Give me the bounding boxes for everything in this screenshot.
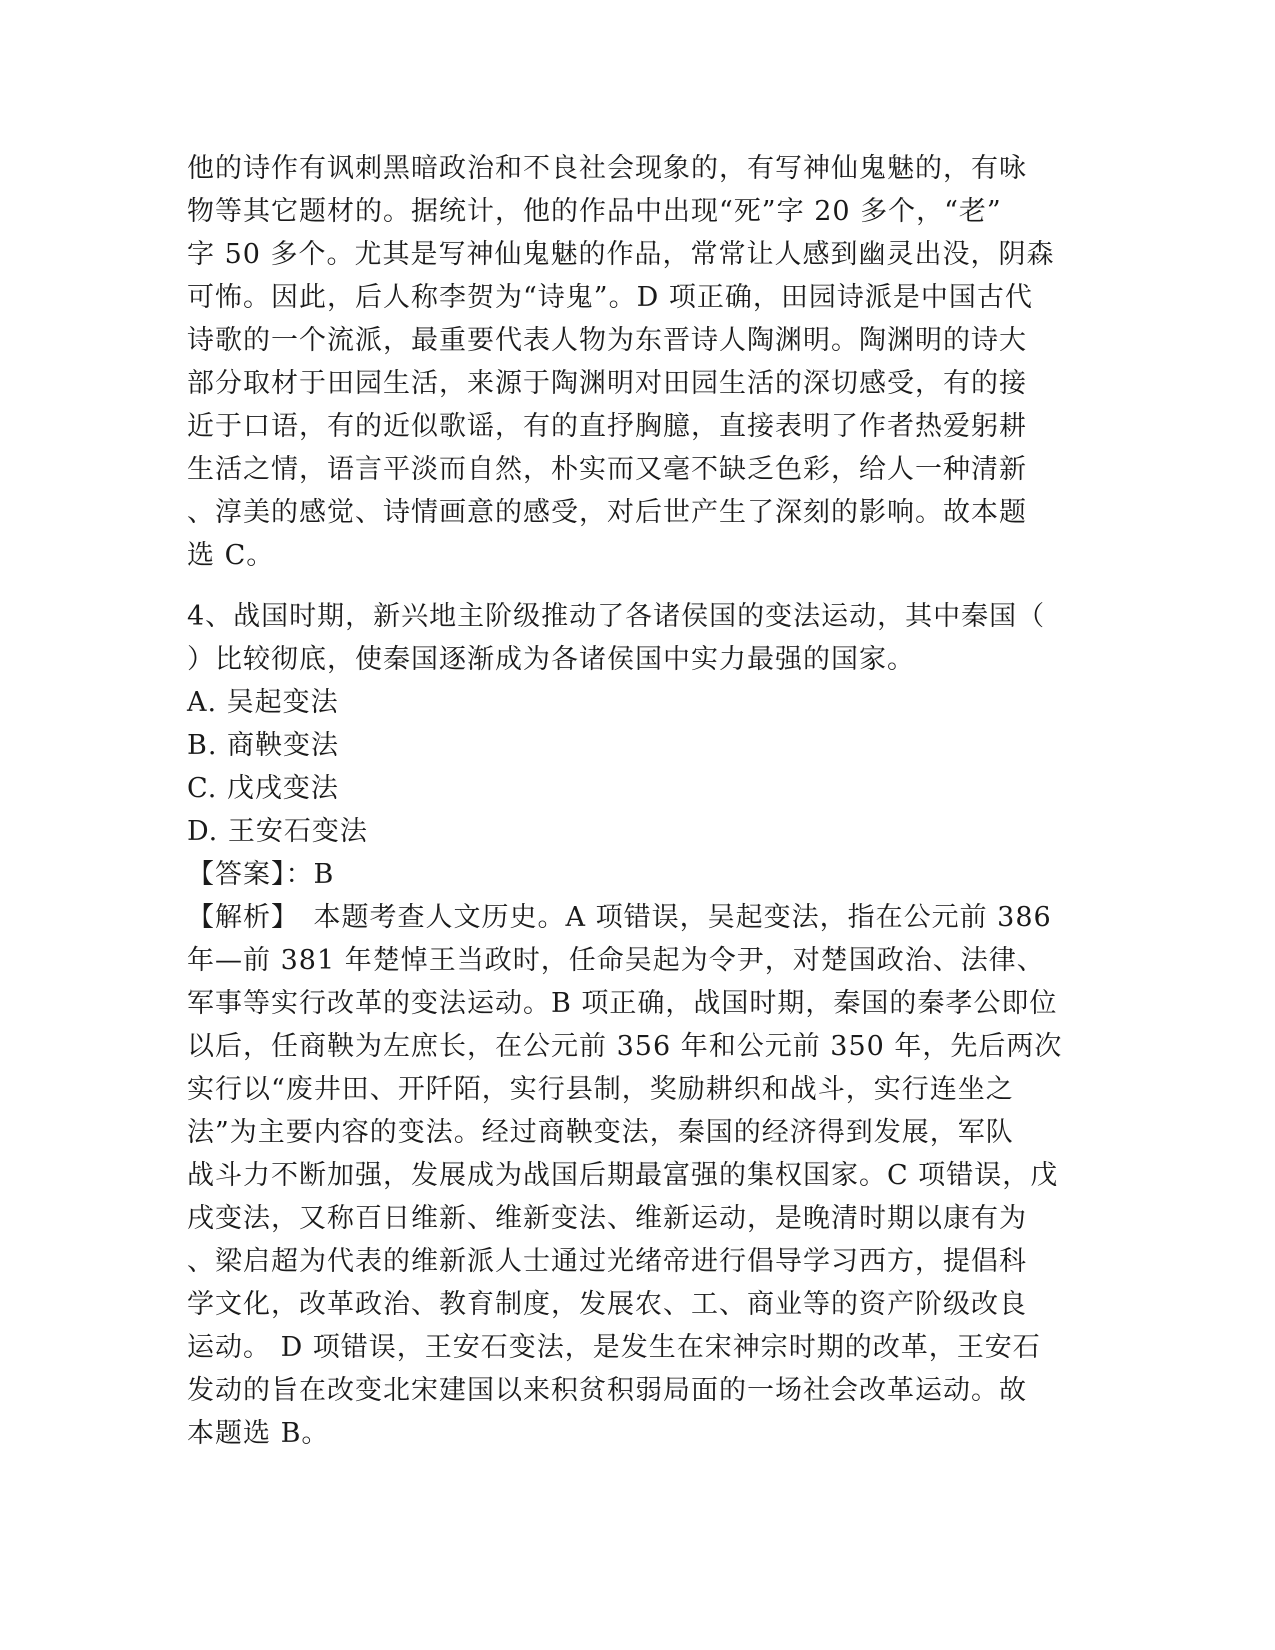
text-line: 物等其它题材的。据统计，他的作品中出现“死”字 20 多个，“老” xyxy=(187,196,1002,227)
previous-explanation-continuation xyxy=(187,147,1077,577)
explanation-line: 学文化，改革政治、教育制度，发展农、工、商业等的资产阶级改良 xyxy=(187,1289,1027,1320)
explanation-line: 年—前 381 年楚悼王当政时，任命吴起为令尹，对楚国政治、法律、 xyxy=(187,945,1045,976)
option-d: D. 王安石变法 xyxy=(187,816,368,847)
text-line: 部分取材于田园生活，来源于陶渊明对田园生活的深切感受，有的接 xyxy=(187,368,1027,399)
explanation-line: 战斗力不断加强，发展成为战国后期最富强的集权国家。C 项错误，戊 xyxy=(187,1160,1059,1191)
explanation-line: 实行以“废井田、开阡陌，实行县制，奖励耕织和战斗，实行连坐之 xyxy=(187,1074,1014,1105)
text-line: 生活之情，语言平淡而自然，朴实而又毫不缺乏色彩，给人一种清新 xyxy=(187,454,1027,485)
question-stem-line: ）比较彻底，使秦国逐渐成为各诸侯国中实力最强的国家。 xyxy=(187,644,915,675)
question-stem-line: 4、战国时期，新兴地主阶级推动了各诸侯国的变法运动，其中秦国（ xyxy=(187,601,1046,632)
explanation-line: 以后，任商鞅为左庶长，在公元前 356 年和公元前 350 年，先后两次 xyxy=(187,1031,1063,1062)
text-line: 可怖。因此，后人称李贺为“诗鬼”。D 项正确，田园诗派是中国古代 xyxy=(187,282,1033,313)
paragraph-gap xyxy=(187,577,1077,595)
document-page xyxy=(187,147,1077,1455)
question-stem xyxy=(187,595,1077,681)
explanation-line: 戌变法，又称百日维新、维新变法、维新运动，是晚清时期以康有为 xyxy=(187,1203,1027,1234)
explanation-line: 本题选 B。 xyxy=(187,1418,330,1449)
text-line: 诗歌的一个流派，最重要代表人物为东晋诗人陶渊明。陶渊明的诗大 xyxy=(187,325,1027,356)
explanation-line: 运动。 D 项错误，王安石变法，是发生在宋神宗时期的改革，王安石 xyxy=(187,1332,1041,1363)
text-line: 他的诗作有讽刺黑暗政治和不良社会现象的，有写神仙鬼魅的，有咏 xyxy=(187,153,1027,184)
text-line: 字 50 多个。尤其是写神仙鬼魅的作品，常常让人感到幽灵出没，阴森 xyxy=(187,239,1055,270)
option-a: A. 吴起变法 xyxy=(187,687,339,718)
answer-options xyxy=(187,681,1077,853)
explanation xyxy=(187,896,1077,1455)
explanation-line: 法”为主要内容的变法。经过商鞅变法，秦国的经济得到发展，军队 xyxy=(187,1117,1014,1148)
explanation-line: 军事等实行改革的变法运动。B 项正确，战国时期，秦国的秦孝公即位 xyxy=(187,988,1058,1019)
text-line: 、淳美的感觉、诗情画意的感受，对后世产生了深刻的影响。故本题 xyxy=(187,497,1027,528)
option-b: B. 商鞅变法 xyxy=(187,730,340,761)
explanation-line: 、梁启超为代表的维新派人士通过光绪帝进行倡导学习西方，提倡科 xyxy=(187,1246,1027,1277)
text-line: 近于口语，有的近似歌谣，有的直抒胸臆，直接表明了作者热爱躬耕 xyxy=(187,411,1027,442)
option-c: C. 戊戌变法 xyxy=(187,773,339,804)
answer-line: 【答案】：B xyxy=(187,859,335,890)
explanation-line: 【解析】 本题考查人文历史。A 项错误，吴起变法，指在公元前 386 xyxy=(187,902,1052,933)
text-line: 选 C。 xyxy=(187,540,275,571)
question-4 xyxy=(187,595,1077,1455)
explanation-line: 发动的旨在改变北宋建国以来积贫积弱局面的一场社会改革运动。故 xyxy=(187,1375,1027,1406)
